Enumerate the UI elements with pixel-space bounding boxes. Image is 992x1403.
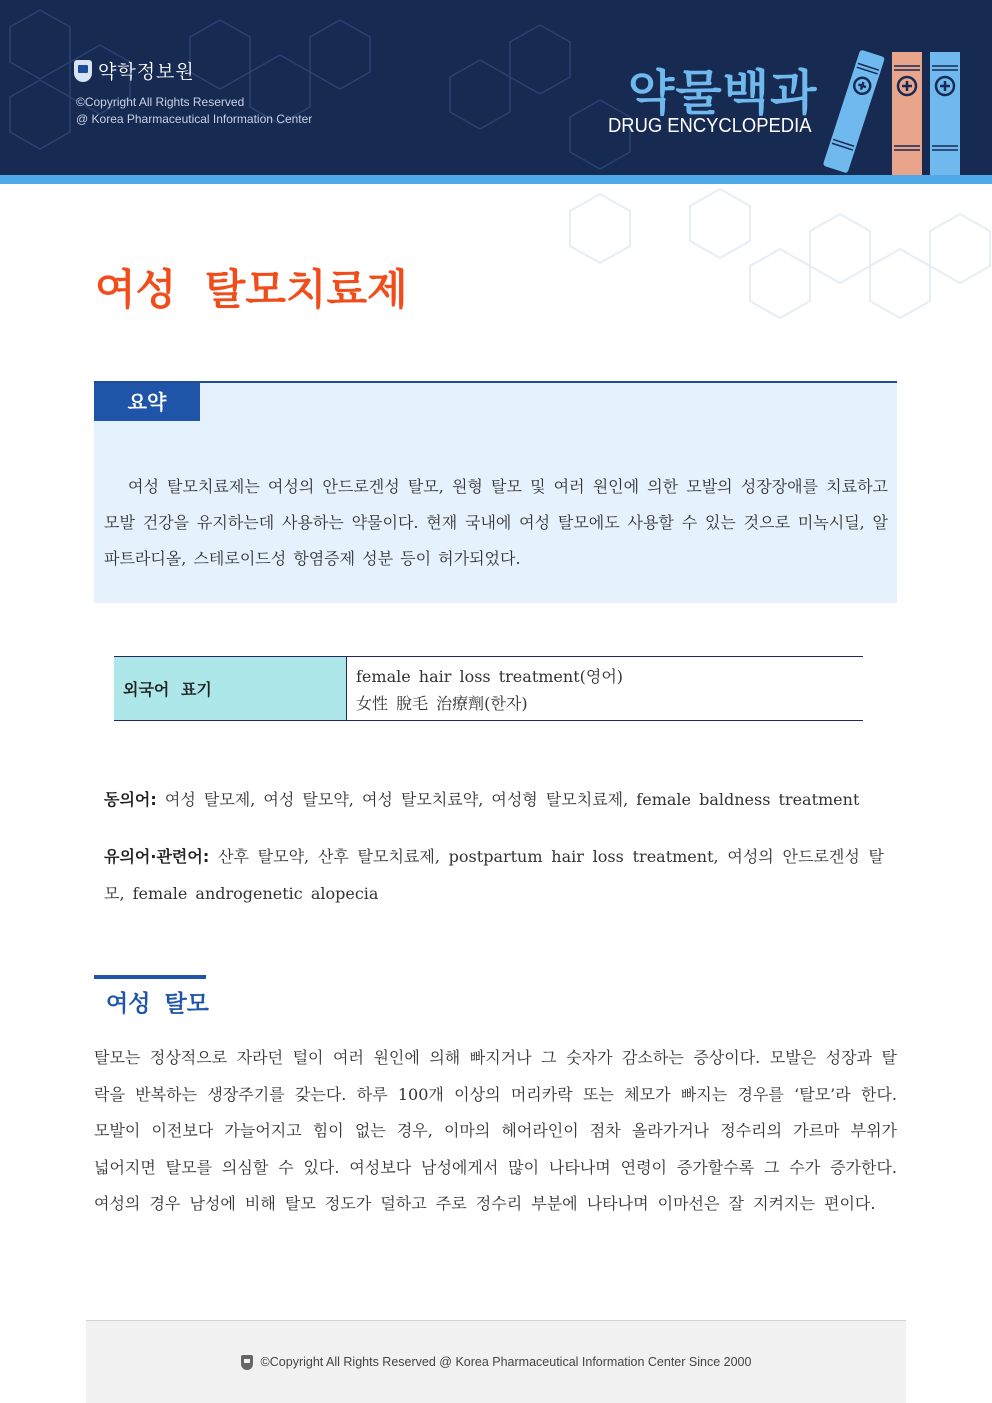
synonyms-label: 동의어: [104,790,157,809]
foreign-notation-values [347,657,632,720]
books-icon [816,44,976,175]
english-name: female hair loss treatment(영어) [356,667,624,686]
header-copyright-line2: @ Korea Pharmaceutical Information Center [76,112,313,126]
section-title: 여성 탈모 [106,991,209,1017]
header-copyright-line1: ©Copyright All Rights Reserved [76,95,245,109]
foreign-notation-label: 외국어 표기 [114,657,347,720]
org-logo [74,57,195,84]
synonyms-text: 여성 탈모제, 여성 탈모약, 여성 탈모치료약, 여성형 탈모치료제, female baldness treatment [156,790,860,809]
footer [86,1320,906,1403]
shield-icon [241,1355,253,1370]
header-banner [0,0,992,175]
brand-title-en: DRUG ENCYCLOPEDIA [608,115,812,137]
chinese-name: 女性 脫毛 治療劑(한자) [356,694,528,713]
summary-label: 요약 [94,383,200,421]
related-terms-label: 유의어·관련어: [104,847,210,866]
foreign-notation-table [114,656,863,721]
shield-icon [74,60,92,82]
synonyms-line [104,782,884,818]
section-body: 탈모는 정상적으로 자라던 털이 여러 원인에 의해 빠지거나 그 숫자가 감소하는 증상이다. 모발은 성장과 탈락을 반복하는 생장주기를 갖는다. 하루 100개 이상의 머리카락 또는 체모가 빠지는 경우를 ‘탈모’라 한다. 모발이 이전보다 가늘어지고 힘이 없는 경우, 이마의 헤어라인이 점차 올라가거나 정수리의 가르마 부위가 넓어지면 탈모를 의심할 수 있다. 여성보다 남성에게서 많이 나타나며 연령이 증가할수록 그 수가 증가한다. 여성의 경우 남성에 비해 탈모 정도가 덜하고 주로 정수리 부분에 나타나며 이마선은 잘 지켜지는 편이다. [94,1048,897,1214]
org-name: 약학정보원 [98,61,195,83]
summary-box [94,381,897,603]
header-stripe [0,175,992,184]
related-terms-text: 산후 탈모약, 산후 탈모치료제, postpartum hair loss treatment, 여성의 안드로겐성 탈모, female androgenetic alopecia [104,847,884,903]
faint-hexagon-pattern-icon [560,184,992,344]
section-divider [94,975,206,979]
brand-title-ko: 약물백과 [628,65,818,121]
footer-copyright: ©Copyright All Rights Reserved @ Korea Pharmaceutical Information Center Since 2000 [260,1355,752,1369]
related-terms-line [104,838,884,912]
summary-text: 여성 탈모치료제는 여성의 안드로겐성 탈모, 원형 탈모 및 여러 원인에 의한 모발의 성장장애를 치료하고 모발 건강을 유지하는데 사용하는 약물이다. 현재 국내에 여성 탈모에도 사용할 수 있는 것으로 미녹시딜, 알파트라디올, 스테로이드성 항염증제 성분 등이 허가되었다. [104,477,888,568]
page-title: 여성 탈모치료제 [95,265,408,314]
